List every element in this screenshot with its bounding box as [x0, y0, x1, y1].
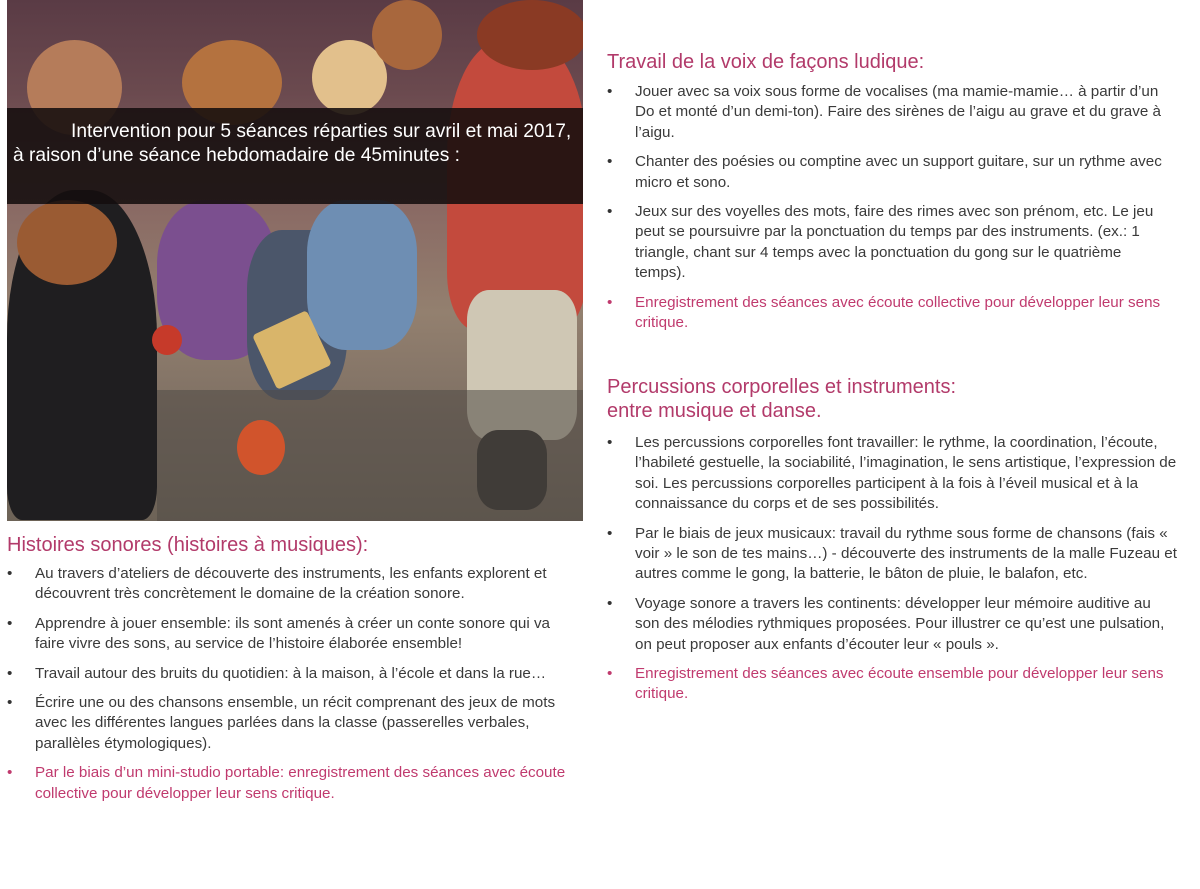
- list-item-recording: • Par le biais d’un mini-studio portable: enregistrement des séances avec écoute collective pour développer leur sens critique.: [7, 763, 582, 804]
- list-item: • Écrire une ou des chansons ensemble, un récit comprenant des jeux de mots avec les différentes langues parlées dans la classe (passerelles verbales, parallèles étymologiques).: [7, 693, 582, 754]
- list-item: • Au travers d’ateliers de découverte des instruments, les enfants explorent et découvrent très concrètement le domaine de la création sonore.: [7, 564, 582, 605]
- heading-percussions: [607, 375, 956, 423]
- list-percussions: [607, 433, 1179, 714]
- list-item: • Apprendre à jouer ensemble: ils sont amenés à créer un conte sonore qui va faire vivre des sons, au service de l’histoire élaborée ensemble!: [7, 614, 582, 655]
- list-travail-voix: [607, 82, 1172, 342]
- photo-caption: Intervention pour 5 séances réparties sur avril et mai 2017, à raison d’une séance hebdomadaire de 45minutes :: [7, 108, 583, 204]
- list-item-recording: • Enregistrement des séances avec écoute collective pour développer leur sens critique.: [607, 293, 1172, 334]
- heading-travail-voix: Travail de la voix de façons ludique:: [607, 51, 925, 73]
- list-item: • Travail autour des bruits du quotidien: à la maison, à l’école et dans la rue…: [7, 664, 582, 684]
- heading-percussions-line1: Percussions corporelles et instruments:: [607, 376, 957, 398]
- list-item: • Les percussions corporelles font travailler: le rythme, la coordination, l’écoute, l’habileté gestuelle, la sociabilité, l’imagination, le sens artistique, l’expression de soi. Les percussions corporelles participent à la fois à l’éveil musical et à la connaissance du corps et de ses possibilités.: [607, 433, 1179, 515]
- list-item: • Jeux sur des voyelles des mots, faire des rimes avec son prénom, etc. Le jeu peut se poursuivre par la ponctuation du temps par des instruments. (ex.: 1 triangle, chant sur 4 temps avec la ponctuation du gong sur le quatrième temps).: [607, 202, 1172, 284]
- list-item-recording: • Enregistrement des séances avec écoute ensemble pour développer leur sens critique.: [607, 664, 1179, 705]
- list-histoires-sonores: [7, 564, 582, 813]
- list-item: • Voyage sonore a travers les continents: développer leur mémoire auditive au son des mélodies rythmiques proposées. Pour illustrer ce qu’est une pulsation, on peut proposer aux enfants d’écouter leur « pouls ».: [607, 594, 1179, 655]
- children-music-photo: [7, 0, 583, 521]
- list-item: • Chanter des poésies ou comptine avec un support guitare, sur un rythme avec micro et sono.: [607, 152, 1172, 193]
- list-item: • Par le biais de jeux musicaux: travail du rythme sous forme de chansons (fais « voir » le son de tes mains…) - découverte des instruments de la malle Fuzeau et autres comme le gong, la batterie, le bâton de pluie, le balafon, etc.: [607, 524, 1179, 585]
- list-item: • Jouer avec sa voix sous forme de vocalises (ma mamie-mamie… à partir d’un Do et monté d’un demi-ton). Faire des sirènes de l’aigu au grave et du grave à l’aigu.: [607, 82, 1172, 143]
- heading-percussions-line2: entre musique et danse.: [607, 400, 822, 422]
- heading-histoires-sonores: Histoires sonores (histoires à musiques):: [7, 534, 369, 556]
